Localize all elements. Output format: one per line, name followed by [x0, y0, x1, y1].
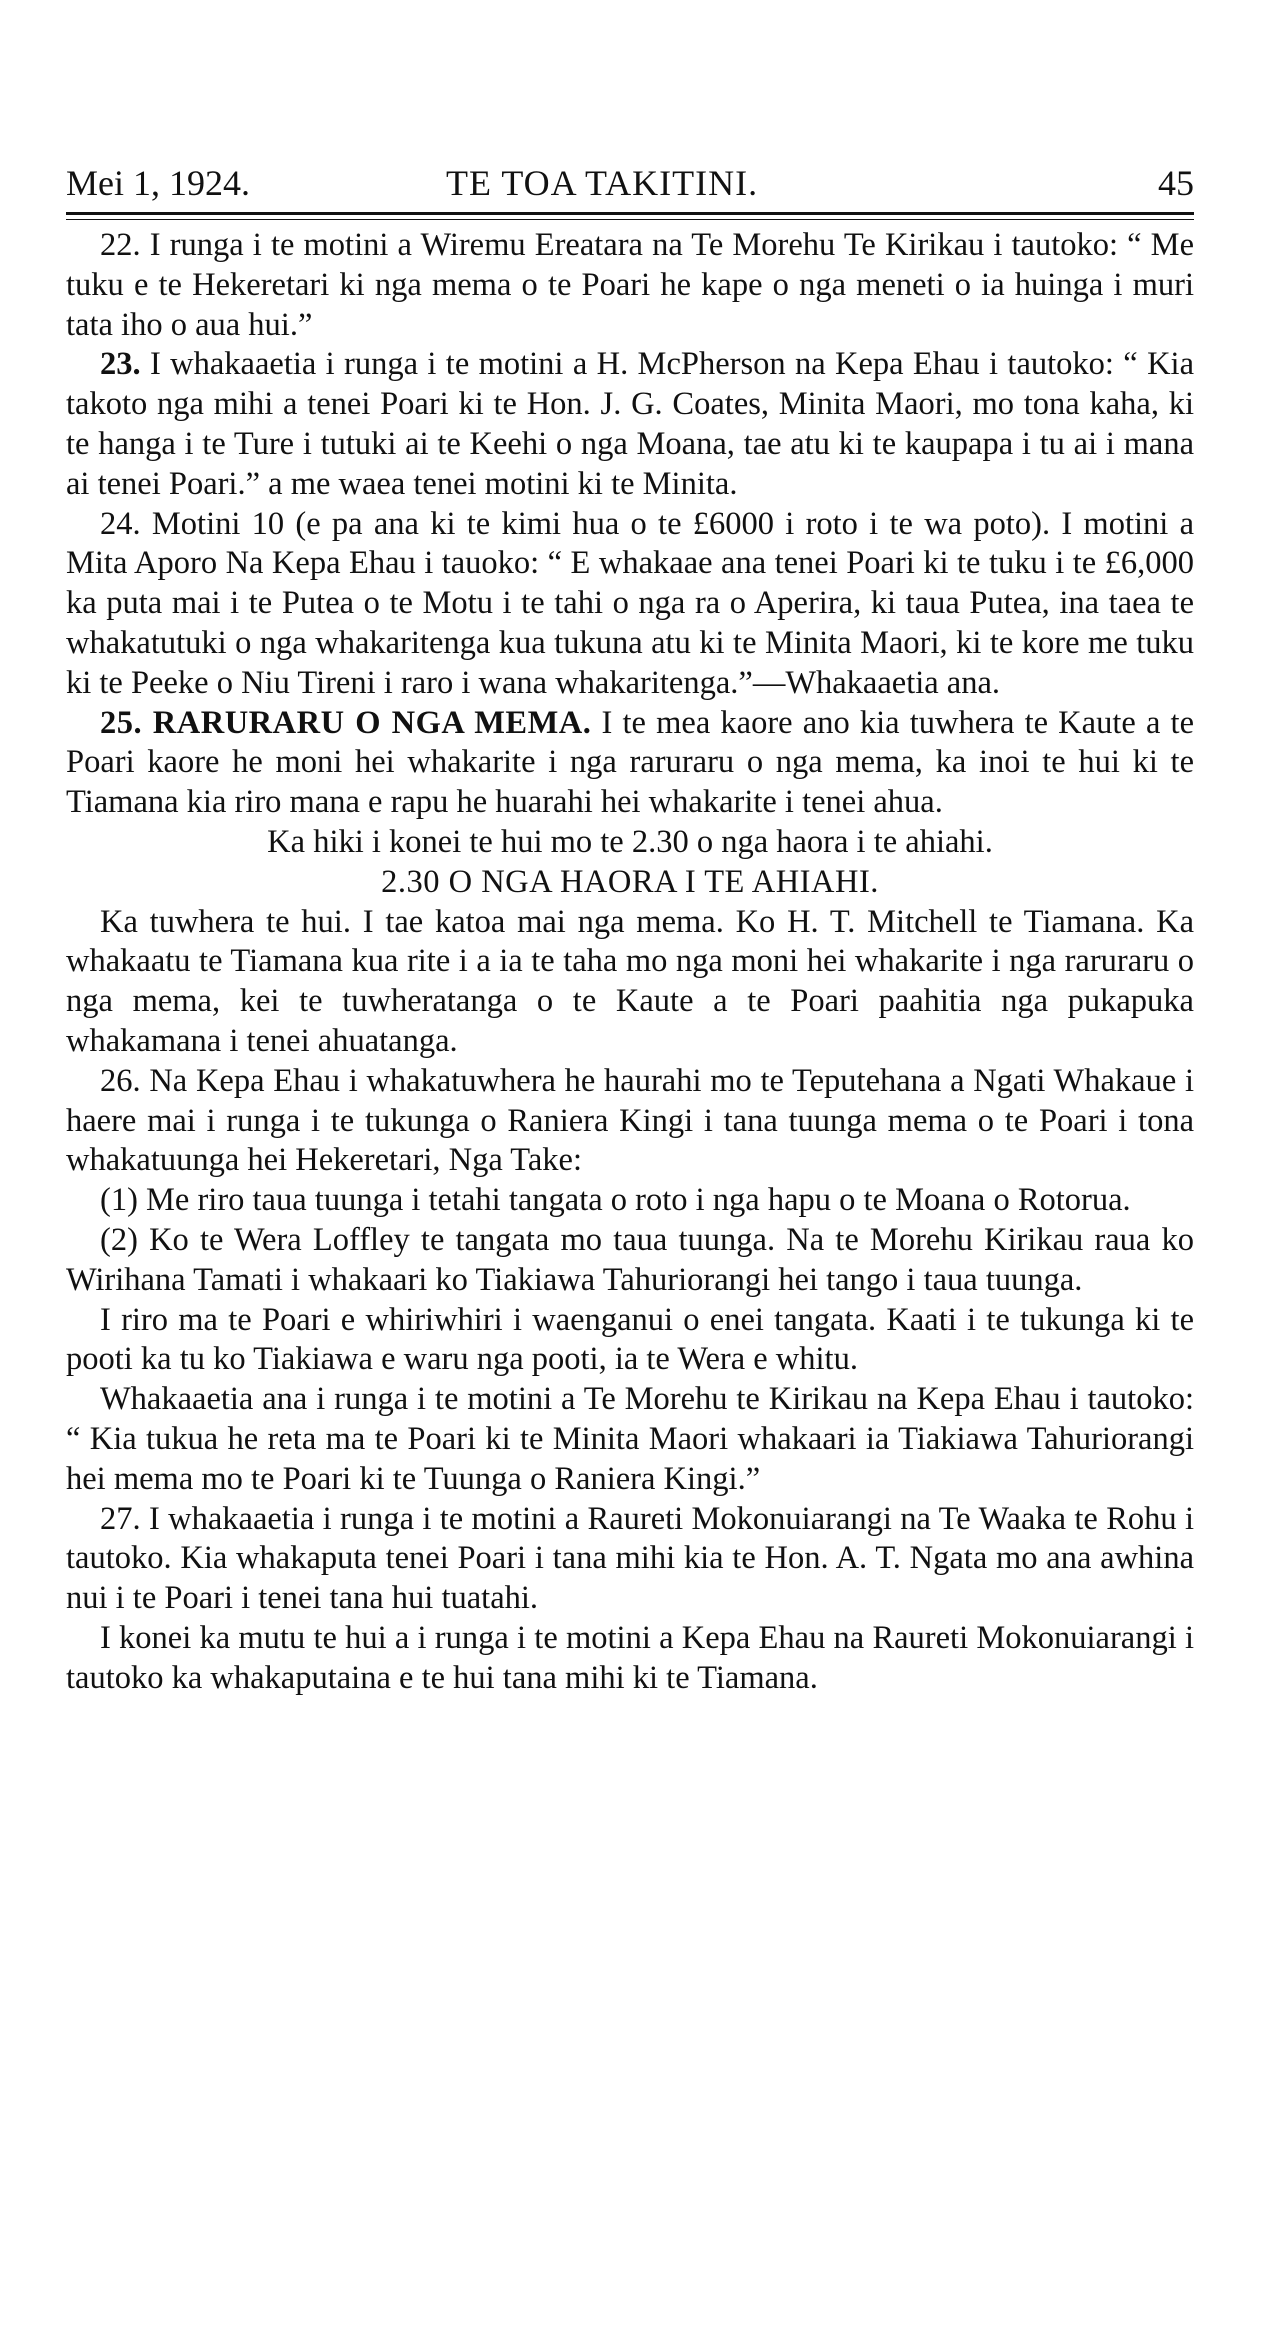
paragraph-text: Motini 10 (e pa ana ki te kimi hua o te £6000 i roto i te wa poto). I motini a Mita Aporo Na Kepa Ehau i tauoko: “ E whakaae ana tenei Poari ki te tuku i te £6,000 ka puta mai i te Putea o te Motu i te tahi o nga ra o Aperira, ki taua Putea, ina taea te whakatutuki o nga whakaritenga kua tukuna atu ki te Minita Maori, ki te kore me tuku ki te Peeke o Niu Tireni i raro i wana whakaritenga.”—Whakaaetia ana. — [66, 505, 1194, 701]
paragraph-closing — [66, 1619, 1194, 1699]
paragraph-text: Ko te Wera Loffley te tangata mo taua tuunga. Na te Morehu Kirikau raua ko Wirihana Tamati i whakaari ko Tiakiawa Tahuriorangi hei tango i taua tuunga. — [66, 1221, 1194, 1298]
paragraph-23 — [66, 345, 1194, 504]
document-body — [66, 226, 1194, 1698]
paragraph-22 — [66, 226, 1194, 345]
running-header — [66, 160, 1194, 206]
header-date: Mei 1, 1924. — [66, 163, 250, 203]
paragraph-text: Ka tuwhera te hui. I tae katoa mai nga mema. Ko H. T. Mitchell te Tiamana. Ka whakaatu te Tiamana kua rite i a ia te taha mo nga moni hei whakarite i nga raruraru o nga mema, kei te tuwheratanga o te Kaute a te Poari paahitia nga pukapuka whakamana i tenei ahuatanga. — [66, 903, 1194, 1059]
paragraph-number: 26. — [100, 1062, 141, 1099]
paragraph-26-item-1 — [66, 1181, 1194, 1221]
paragraph-number: 24. — [100, 505, 141, 542]
paragraph-text: I te mea kaore ano kia tuwhera te Kaute a te Poari kaore he moni hei whakarite i nga raruraru o nga mema, ka inoi te hui ki te Tiamana kia riro mana e rapu he huarahi hei whakarite i tenei ahua. — [66, 704, 1194, 821]
paragraph-text: Whakaaetia ana i runga i te motini a Te Morehu te Kirikau na Kepa Ehau i tautoko: “ Kia tukua he reta ma te Poari ki te Minita Maori whakaari ia Tiakiawa Tahuriorangi hei mema mo te Poari ki te Tuunga o Raniera Kingi.” — [66, 1381, 1194, 1497]
paragraph-text: Na Kepa Ehau i whakatuwhera he haurahi mo te Teputehana a Ngati Whakaue i haere mai i runga i te tukunga o Raniera Kingi i tana tuunga mema o te Poari i tona whakatuunga hei Hekeretari, Nga Take: — [66, 1062, 1194, 1179]
paragraph-25 — [66, 704, 1194, 823]
page-number: 45 — [1158, 163, 1194, 203]
paragraph-number: 23. — [100, 346, 141, 383]
header-title: TE TOA TAKITINI. — [446, 163, 759, 203]
paragraph-text: I riro ma te Poari e whiriwhiri i waenganui o enei tangata. Kaati i te tukunga ki te pooti ka tu ko Tiakiawa e waru nga pooti, ia te Wera e whitu. — [66, 1301, 1194, 1378]
paragraph-text: I konei ka mutu te hui a i runga i te motini a Kepa Ehau na Raureti Mokonuiarangi i tautoko ka whakaputaina e te hui tana mihi ki te Tiamana. — [66, 1619, 1194, 1696]
paragraph-text: I whakaaetia i runga i te motini a H. McPherson na Kepa Ehau i tautoko: “ Kia takoto nga mihi a tenei Poari ki te Hon. J. G. Coates, Minita Maori, mo tona kaha, ki te hanga i te Ture i tutuki ai te Keehi o nga Moana, tae atu ki te kaupapa i tu ai i mana ai tenei Poari.” a me waea tenei motini ki te Minita. — [66, 346, 1194, 502]
session-heading-text: 2.30 O NGA HAORA I TE AHIAHI. — [381, 863, 879, 900]
adjournment-note — [66, 823, 1194, 863]
session-heading — [66, 863, 1194, 903]
paragraph-26-item-2 — [66, 1221, 1194, 1301]
paragraph-session-open — [66, 903, 1194, 1062]
paragraph-text: I whakaaetia i runga i te motini a Raureti Mokonuiarangi na Te Waaka te Rohu i tautoko. Kia whakaputa tenei Poari i tana mihi kia te Hon. A. T. Ngata mo ana awhina nui i te Poari i tenei tana hui tuatahi. — [66, 1500, 1194, 1617]
header-rule-thick — [66, 212, 1194, 215]
paragraph-number: 22. — [100, 227, 141, 263]
paragraph-text: Ka hiki i konei te hui mo te 2.30 o nga haora i te ahiahi. — [267, 823, 993, 860]
paragraph-vote — [66, 1301, 1194, 1381]
item-number: (2) — [100, 1221, 138, 1258]
paragraph-24 — [66, 505, 1194, 704]
section-heading-raruraru: 25. RARURARU O NGA MEMA. — [100, 704, 592, 741]
item-number: (1) — [100, 1182, 138, 1219]
paragraph-text: Me riro taua tuunga i tetahi tangata o roto i nga hapu o te Moana o Rotorua. — [137, 1182, 1131, 1219]
paragraph-text: I runga i te motini a Wiremu Ereatara na Te Morehu Te Kirikau i tautoko: “ Me tuku e te Hekeretari ki nga mema o te Poari he kape o nga meneti o ia huinga i muri tata iho o aua hui.” — [66, 227, 1194, 343]
paragraph-26 — [66, 1062, 1194, 1181]
paragraph-motion-letter — [66, 1380, 1194, 1499]
header-rule-thin — [66, 219, 1194, 220]
paragraph-number: 27. — [100, 1500, 141, 1537]
paragraph-27 — [66, 1500, 1194, 1619]
